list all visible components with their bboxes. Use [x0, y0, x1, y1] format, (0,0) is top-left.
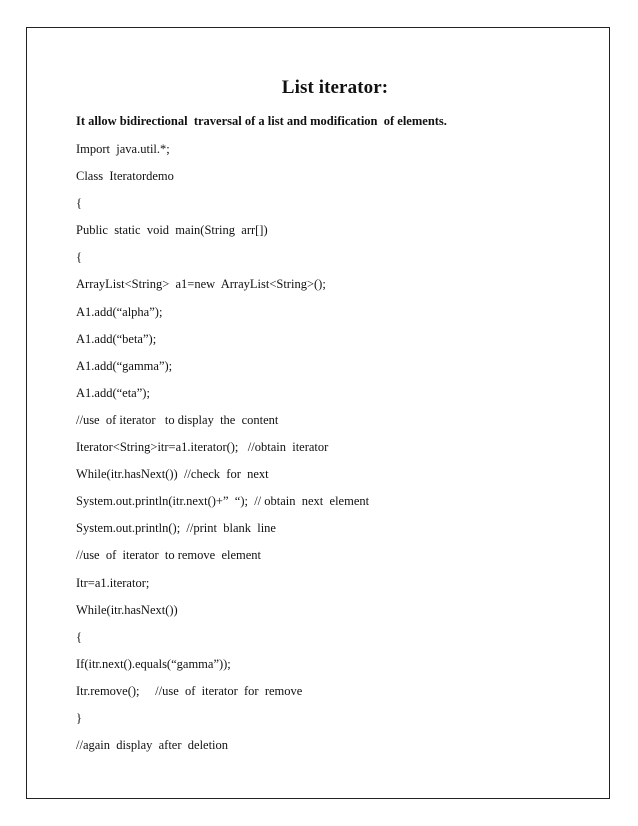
code-line: //use of iterator to remove element	[76, 548, 262, 563]
section-description: It allow bidirectional traversal of a list and modification of elements.	[76, 114, 447, 128]
code-line: While(itr.hasNext())	[76, 602, 178, 617]
code-line: Itr=a1.iterator;	[76, 575, 150, 590]
code-line: A1.add(“gamma”);	[76, 358, 173, 373]
code-line: Class Iteratordemo	[76, 169, 174, 184]
page-title	[0, 77, 638, 99]
code-line: ArrayList<String> a1=new ArrayList<String>();	[76, 277, 326, 292]
code-line: A1.add(“alpha”);	[76, 304, 163, 319]
code-line: {	[76, 629, 82, 644]
code-line: }	[76, 710, 82, 725]
page-title-text: List iterator:	[281, 77, 389, 98]
code-line: While(itr.hasNext()) //check for next	[76, 467, 269, 482]
code-line: Import java.util.*;	[76, 142, 170, 156]
code-line: {	[76, 250, 82, 265]
code-line: Itr.remove(); //use of iterator for remove	[76, 683, 303, 698]
code-line: Public static void main(String arr[])	[76, 223, 268, 238]
code-line: A1.add(“beta”);	[76, 331, 157, 346]
code-line: System.out.println(); //print blank line	[76, 521, 276, 536]
code-line: Iterator<String>itr=a1.iterator(); //obtain iterator	[76, 440, 329, 455]
code-line: {	[76, 196, 82, 211]
code-line: System.out.println(itr.next()+” “); // obtain next element	[76, 494, 370, 509]
code-listing	[76, 141, 369, 764]
code-line: //use of iterator to display the content	[76, 412, 279, 427]
code-line: If(itr.next().equals(“gamma”));	[76, 656, 231, 671]
code-line: A1.add(“eta”);	[76, 385, 150, 400]
code-line: //again display after deletion	[76, 738, 229, 753]
